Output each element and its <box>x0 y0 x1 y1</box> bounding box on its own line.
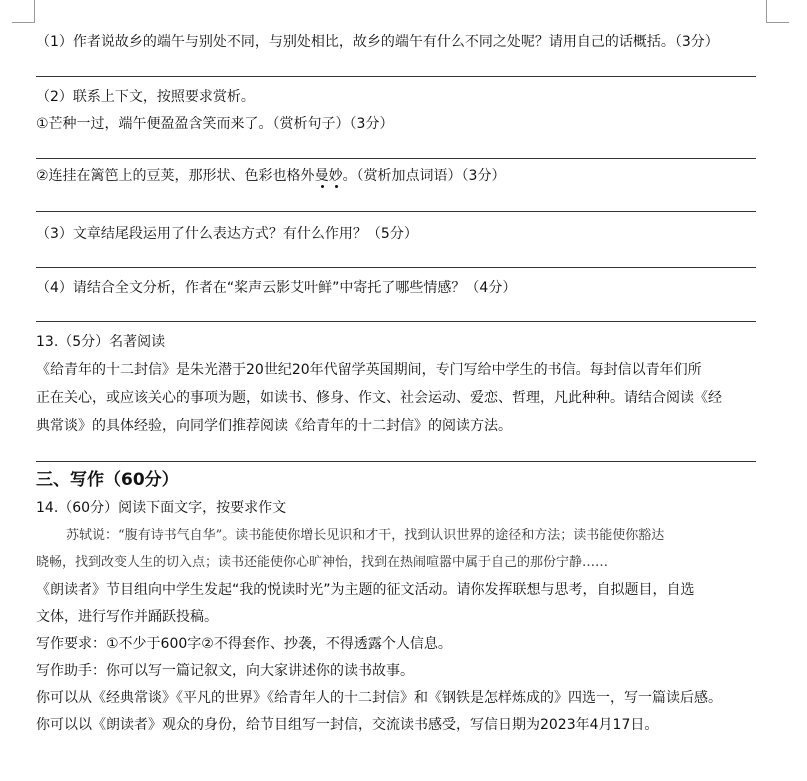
q14-option2: 你可以以《朗读者》观众的身份，给节目组写一封信，交流读书感受，写信日期为2023年4月17日。 <box>36 717 659 733</box>
q14-line2: 文体，进行写作并踊跃投稿。 <box>36 609 218 625</box>
q13-title: 13.（5分）名著阅读 <box>36 334 166 350</box>
q12-sub2: （2）联系上下文，按照要求赏析。 <box>36 89 255 105</box>
q12-sub3: （3）文章结尾段运用了什么表达方式？有什么作用？（5分） <box>36 226 418 242</box>
answer-line[interactable] <box>36 211 756 212</box>
answer-line[interactable] <box>36 76 756 77</box>
q14-option1: 你可以从《经典常谈》《平凡的世界》《给青年人的十二封信》和《钢铁是怎样炼成的》四选一，写一篇读后感。 <box>36 690 722 706</box>
q14-requirements: 写作要求：①不少于600字②不得套作、抄袭，不得透露个人信息。 <box>36 636 452 652</box>
answer-line[interactable] <box>36 267 756 268</box>
q14-title: 14.（60分）阅读下面文字，按要求作文 <box>36 500 287 516</box>
answer-line[interactable] <box>36 321 756 322</box>
q12-sub1: （1）作者说故乡的端午与别处不同，与别处相比，故乡的端午有什么不同之处呢？请用自己的话概括。（3分） <box>36 34 719 50</box>
page-corner-mark-left <box>12 0 35 23</box>
q14-line1: 《朗读者》节目组向中学生发起“我的悦读时光”为主题的征文活动。请你发挥联想与思考，自拟题目，自选 <box>36 582 695 598</box>
q12-sub2b-pre: ②连挂在篱笆上的豆荚，那形状、色彩也格外 <box>36 168 315 184</box>
dotted-char: 妙 <box>328 168 343 184</box>
q12-sub2a: ①芒种一过，端午便盈盈含笑而来了。（赏析句子）（3分） <box>36 116 394 132</box>
q14-quote-line1: 苏轼说：“腹有诗书气自华”。读书能使你增长见识和才干，找到认识世界的途径和方法；读书能使你豁达 <box>66 528 665 543</box>
answer-line[interactable] <box>36 158 756 159</box>
section-title: 三、写作（60分） <box>36 470 179 490</box>
q12-sub2b-post: 。（赏析加点词语）（3分） <box>342 168 506 184</box>
q14-quote-line2: 晓畅，找到改变人生的切入点；读书还能使你心旷神怡，找到在热闹喧嚣中属于自己的那份宁静…… <box>36 555 609 570</box>
page-corner-mark-right <box>766 0 789 23</box>
q13-line3: 典常谈》的具体经验，向同学们推荐阅读《给青年的十二封信》的阅读方法。 <box>36 418 512 434</box>
q12-sub2b <box>36 166 505 186</box>
q13-line1: 《给青年的十二封信》是朱光潜于20世纪20年代留学英国期间，专门写给中学生的书信。每封信以青年们所 <box>36 362 702 378</box>
dotted-char: 曼 <box>314 168 329 184</box>
q14-helper: 写作助手：你可以写一篇记叙文，向大家讲述你的读书故事。 <box>36 663 414 679</box>
q13-line2: 正在关心，或应该关心的事项为题，如读书、修身、作文、社会运动、爱恋、哲理，凡此种种。请结合阅读《经 <box>36 390 722 406</box>
q12-sub4: （4）请结合全文分析，作者在“桨声云影艾叶鲜”中寄托了哪些情感？（4分） <box>36 280 517 296</box>
answer-line[interactable] <box>36 461 756 462</box>
